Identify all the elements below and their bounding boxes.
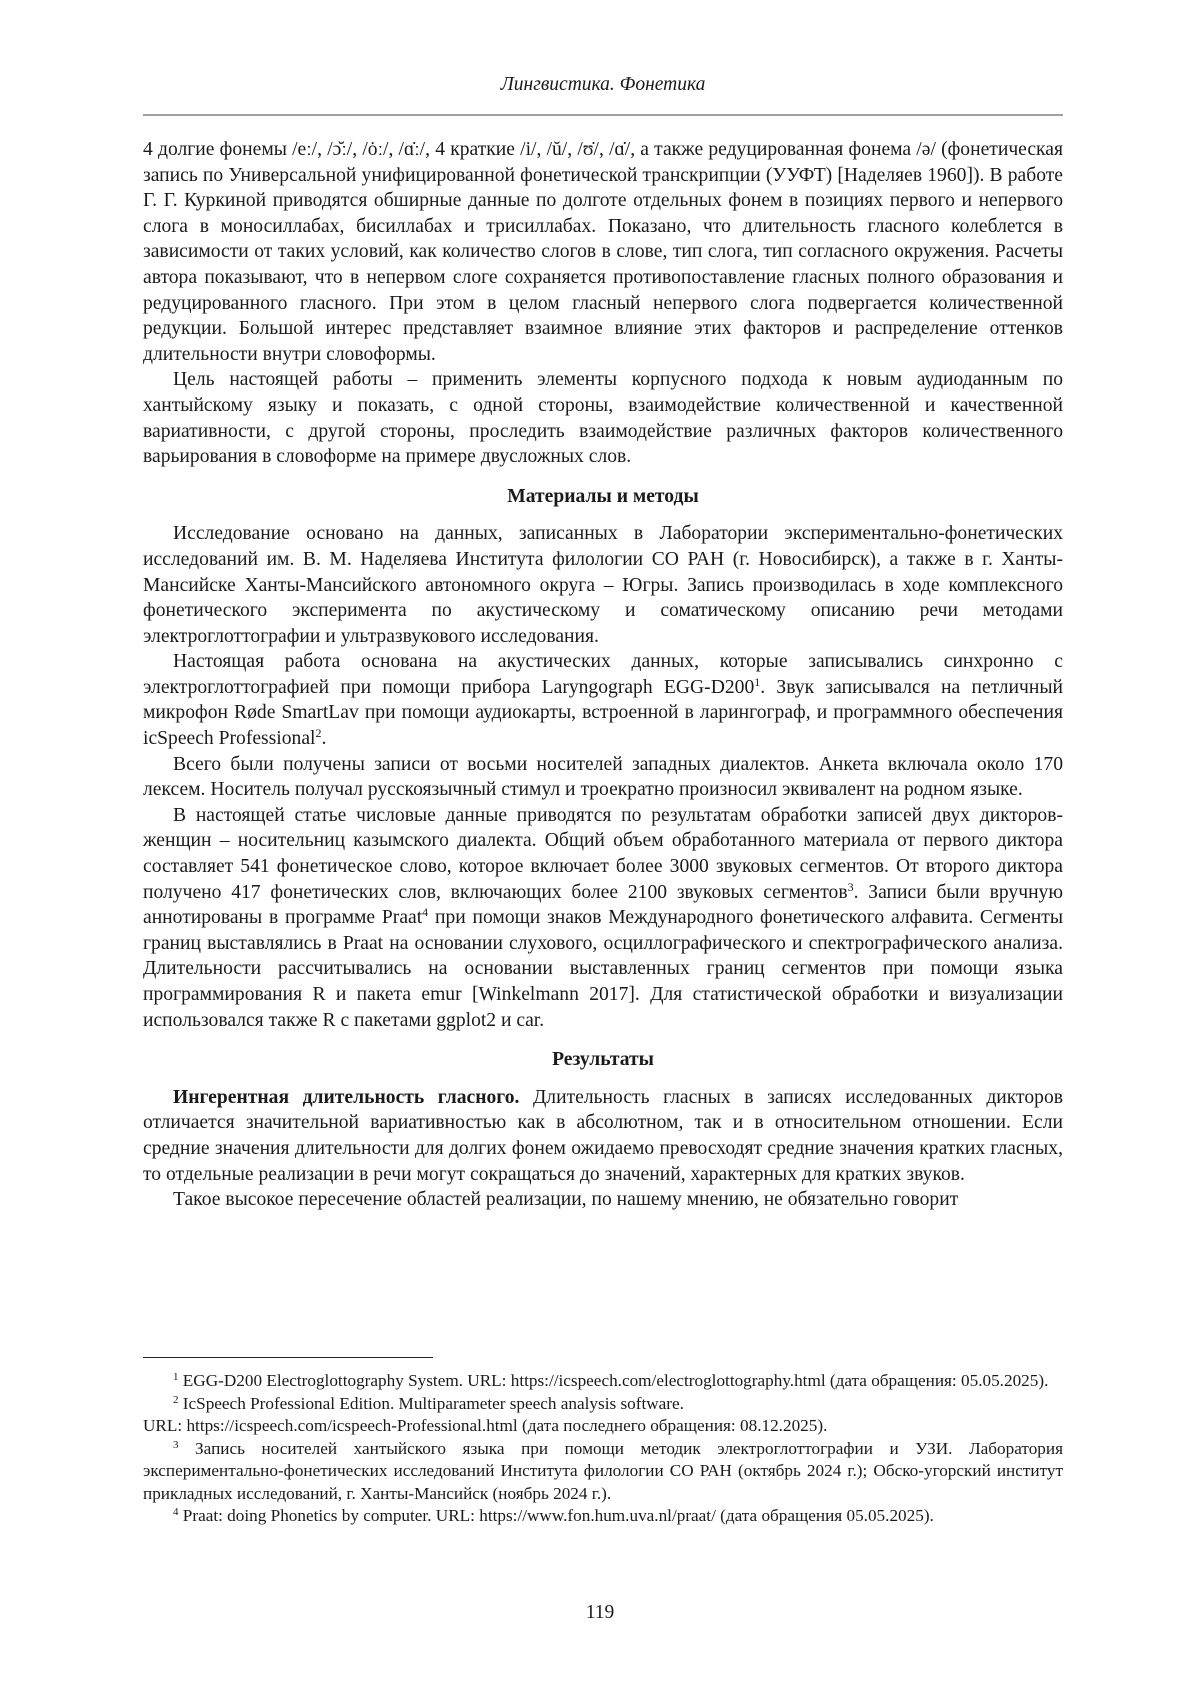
- methods-p2-text-c: .: [321, 728, 327, 750]
- footnote-rule: [143, 1357, 433, 1358]
- footnote-3-mark: 3: [173, 1438, 179, 1451]
- methods-paragraph-2: [143, 649, 1063, 751]
- header-rule: [143, 114, 1063, 116]
- results-heading: Результаты: [552, 1049, 654, 1071]
- footnote-4: [143, 1505, 1063, 1528]
- footnotes: [143, 1370, 1063, 1528]
- footnote-1: [143, 1370, 1063, 1393]
- methods-p4-text-c: при помощи знаков Международного фонетического алфавита. Сегменты границ выставлялись в Praat на основании слухового, осциллографического и спектрографического анализа. Длительности рассчитывались на основании выставленных границ сегментов при помощи языка программирования R и пакета emur [Winkelmann 2017]. Для статистической обработки и визуализации использовался также R с пакетами ggplot2 и car.: [143, 907, 1063, 1031]
- footnote-2-mark: 2: [173, 1393, 179, 1406]
- footnote-4-text: Praat: doing Phonetics by computer. URL: https://www.fon.hum.uva.nl/praat/ (дата обращения 05.05.2025).: [178, 1506, 934, 1525]
- methods-p4-text-b: . Записи были вручную аннотированы в программе Praat: [143, 881, 1063, 929]
- footnote-2: [143, 1393, 1063, 1416]
- results-paragraph-2: Такое высокое пересечение областей реализации, по нашему мнению, не обязательно говорит: [173, 1189, 959, 1211]
- methods-p2-text-a: Настоящая работа основана на акустических данных, которые записывались синхронно с электроглоттографией при помощи прибора Laryngograph EGG-D200: [143, 651, 1063, 698]
- intro-paragraph-1: 4 долгие фонемы /eː/, /ɔ̆ː/, /ȯː/, /ɑ̇ː/, 4 краткие /i/, /ŭ/, /ʊ̇/, /ɑ̇/, а также редуцированная фонема /ə/ (фонетическая запись по Универсальной унифицированной фонетической транскрипции (УУФТ) [Наделяев 1960]). В работе Г. Г. Куркиной приводятся обширные данные по долготе отдельных фонем в позициях первого и непервого слога в моносиллабах, бисиллабах и трисиллабах. Показано, что длительность гласного колеблется в зависимости от таких условий, как количество слогов в слове, тип слога, тип согласного окружения. Расчеты автора показывают, что в непервом слоге сохраняется противопоставление гласных полного образования и редуцированного гласного. При этом в целом гласный непервого слога подвергается количественной редукции. Большой интерес представляет взаимное влияние этих факторов и распределение оттенков длительности внутри словоформы.: [143, 139, 1063, 365]
- footnote-3: [143, 1438, 1063, 1506]
- footnote-ref-3[interactable]: 3: [847, 879, 854, 894]
- methods-paragraph-3: Всего были получены записи от восьми носителей западных диалектов. Анкета включала около 170 лексем. Носитель получал русскоязычный стимул и троекратно произносил эквивалент на родном языке.: [143, 753, 1063, 801]
- methods-heading: Материалы и методы: [507, 485, 699, 507]
- article-body: [143, 137, 1063, 1213]
- results-paragraph-1: [143, 1085, 1063, 1187]
- methods-p2-text-b: . Звук записывался на петличный микрофон Røde SmartLav при помощи аудиокарты, встроенной в ларингограф, и программного обеспечения icSpeech Professional: [143, 676, 1063, 750]
- running-header: Лингвистика. Фонетика: [500, 74, 706, 95]
- footnote-1-mark: 1: [173, 1371, 179, 1383]
- methods-paragraph-1: Исследование основано на данных, записанных в Лаборатории экспериментально-фонетических исследований им. В. М. Наделяева Института филологии СО РАН (г. Новосибирск), а также в г. Ханты-Мансийске Ханты-Мансийского автономного округа – Югры. Запись производилась в ходе комплексного фонетического эксперимента по акустическому и соматическому описанию речи методами электроглоттографии и ультразвукового исследования.: [143, 523, 1063, 647]
- footnote-2-text: IcSpeech Professional Edition. Multiparameter speech analysis software.: [178, 1393, 684, 1413]
- footnote-ref-1[interactable]: 1: [754, 674, 761, 689]
- intro-paragraph-2: Цель настоящей работы – применить элементы корпусного подхода к новым аудиоданным по хантыйскому языку и показать, с одной стороны, взаимодействие количественной и качественной вариативности, с другой стороны, проследить взаимодействие различных факторов количественного варьирования в словоформе на примере двусложных слов.: [143, 369, 1063, 468]
- footnote-4-mark: 4: [173, 1506, 179, 1518]
- results-p1-text: Длительность гласных в записях исследованных дикторов отличается значительной вариативностью как в абсолютном, так и в относительном отношении. Если средние значения длительности для долгих фонем ожидаемо превосходят средние значения кратких гласных, то отдельные реализации в речи могут сокращаться до значений, характерных для кратких звуков.: [143, 1086, 1063, 1185]
- footnote-ref-4[interactable]: 4: [422, 905, 429, 920]
- results-run-in-heading: Ингерентная длительность гласного.: [173, 1086, 520, 1108]
- page-number: 119: [585, 1602, 615, 1623]
- footnote-ref-2[interactable]: 2: [315, 726, 322, 741]
- methods-p4-text-a: В настоящей статье числовые данные приводятся по результатам обработки записей двух дикторов-женщин – носительниц казымского диалекта. Общий объем обработанного материала от первого диктора составляет 541 фонетическое слово, которое включает более 3000 звуковых сегментов. От второго диктора получено 417 фонетических слов, включающих более 2100 звуковых сегментов: [143, 804, 1063, 903]
- footnote-1-text: EGG-D200 Electroglottography System. URL: https://icspeech.com/electroglottography.html (дата обращения: 05.05.2025).: [178, 1371, 1049, 1390]
- footnote-2-url: URL: https://icspeech.com/icspeech-Professional.html (дата последнего обращения: 08.12.2025).: [143, 1416, 828, 1435]
- footnote-3-text: Запись носителей хантыйского языка при помощи методик электроглоттографии и УЗИ. Лаборатория экспериментально-фонетических исследований Института филологии СО РАН (октябрь 2024 г.); Обско-угорский институт прикладных исследований, г. Ханты-Мансийск (ноябрь 2024 г.).: [143, 1438, 1063, 1503]
- methods-paragraph-4: [143, 803, 1063, 1033]
